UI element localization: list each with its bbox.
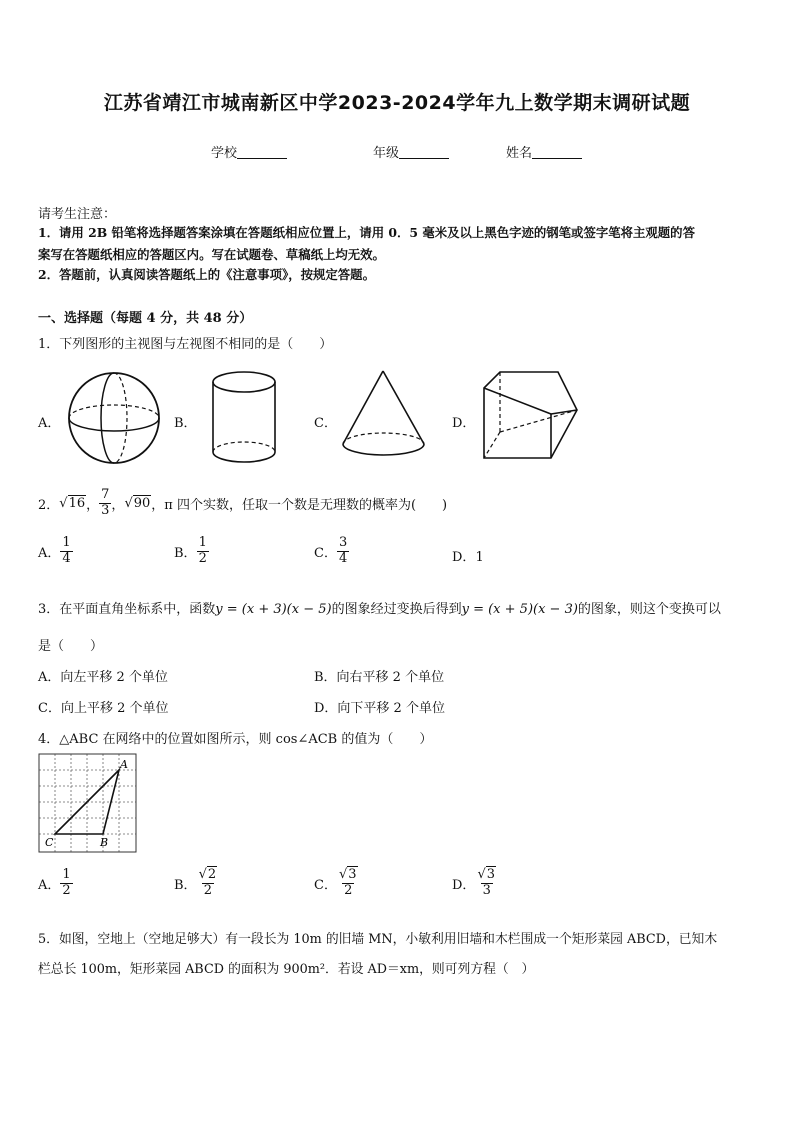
q2-comma-1: ，: [86, 497, 100, 513]
q2-sqrt-16: √16: [59, 495, 86, 511]
grade-label: 年级: [373, 146, 400, 161]
q2-stem: [38, 488, 447, 519]
q2-option-b[interactable]: B． $\frac{1}{2}$: [174, 535, 207, 566]
q3-formula-2: y = (x + 5)(x − 3): [461, 602, 578, 617]
q1-option-a-label[interactable]: A．: [38, 416, 61, 431]
name-blank[interactable]: [532, 146, 582, 159]
q5-stem-line-2: 栏总长 100m，矩形菜园 ABCD 的面积为 900m²．若设 AD＝xm，则可列方程（ ）: [38, 962, 535, 977]
sphere-figure: [64, 370, 164, 466]
q1-option-c-label[interactable]: C．: [314, 416, 337, 431]
q2-number: 2．: [38, 497, 60, 513]
q2-comma-2: ，: [111, 497, 125, 513]
q2-option-d[interactable]: D．1: [452, 550, 484, 565]
notice-line-2: 2．答题前，认真阅读答题纸上的《注意事项》，按规定答题。: [38, 267, 375, 282]
q3-option-b[interactable]: B．向右平移 2 个单位: [314, 670, 445, 685]
q3-option-c[interactable]: C．向上平移 2 个单位: [38, 701, 169, 716]
prism-figure: [478, 368, 582, 464]
name-label: 姓名: [506, 146, 533, 161]
q3-stem-line-2: 是（ ）: [38, 639, 104, 654]
grid-triangle-figure: [38, 753, 138, 855]
q2-sqrt-90: √90: [124, 495, 151, 511]
q4-option-d[interactable]: D． $\frac{√3}{3}$: [452, 867, 496, 898]
q2-fraction-7-3: $\frac{7}{3}$: [101, 487, 110, 518]
name-field: [506, 142, 582, 161]
notice-line-1b: 案写在答题纸相应的答题区内。写在试题卷、草稿纸上均无效。: [38, 247, 385, 262]
notice-line-1a: 1．请用 2B 铅笔将选择题答案涂填在答题纸相应位置上，请用 0．5 毫米及以上黑色字迹的钢笔或签字笔将主观题的答: [38, 225, 695, 240]
school-blank[interactable]: [237, 146, 287, 159]
cone-figure: [338, 368, 430, 462]
grid-label-a: A: [120, 758, 128, 771]
q2-option-c[interactable]: C． $\frac{3}{4}$: [314, 535, 348, 566]
grid-label-c: C: [45, 836, 54, 849]
q3-option-d[interactable]: D．向下平移 2 个单位: [314, 701, 445, 716]
q4-option-b[interactable]: B． $\frac{√2}{2}$: [174, 867, 217, 898]
cylinder-figure: [203, 368, 285, 468]
grid-label-b: B: [100, 836, 109, 849]
school-field: [211, 142, 287, 161]
q1-option-b-label[interactable]: B．: [174, 416, 197, 431]
q3-formula-1: y = (x + 3)(x − 5): [215, 602, 332, 617]
q3-stem-line-1: 3．在平面直角坐标系中，函数y = (x + 3)(x − 5)的图象经过变换后得到y = (x + 5)(x − 3)的图象，则这个变换可以: [38, 602, 721, 617]
q2-option-a[interactable]: A． $\frac{1}{4}$: [38, 535, 71, 566]
q1-stem: 1．下列图形的主视图与左视图不相同的是（ ）: [38, 337, 333, 352]
q1-option-d-label[interactable]: D．: [452, 416, 476, 431]
grade-blank[interactable]: [399, 146, 449, 159]
section-heading: 一、选择题（每题 4 分，共 48 分）: [38, 311, 253, 326]
notice-heading: 请考生注意：: [38, 207, 117, 222]
q2-tail: ，π 四个实数，任取一个数是无理数的概率为( ): [151, 497, 448, 513]
q4-option-a[interactable]: A． $\frac{1}{2}$: [38, 867, 71, 898]
q4-stem: 4．△ABC 在网络中的位置如图所示，则 cos∠ACB 的值为（ ）: [38, 732, 433, 747]
q5-stem-line-1: 5．如图，空地上（空地足够大）有一段长为 10m 的旧墙 MN，小敏利用旧墙和木栏围成一个矩形菜园 ABCD，已知木: [38, 932, 718, 947]
school-label: 学校: [211, 146, 238, 161]
grade-field: [373, 142, 449, 161]
q4-option-c[interactable]: C． $\frac{√3}{2}$: [314, 867, 357, 898]
page-title: 江苏省靖江市城南新区中学2023-2024学年九上数学期末调研试题: [103, 92, 691, 114]
q3-option-a[interactable]: A．向左平移 2 个单位: [38, 670, 168, 685]
